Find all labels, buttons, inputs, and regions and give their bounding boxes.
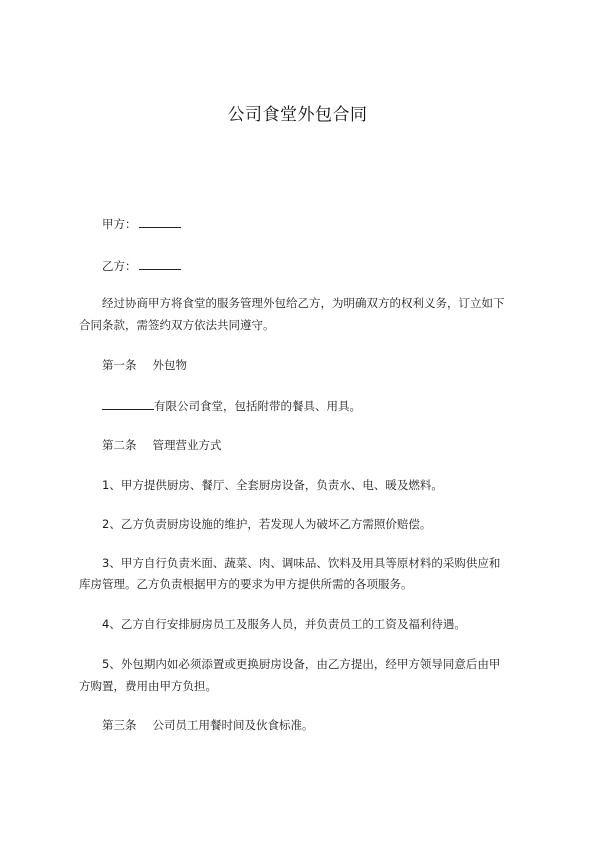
article-2-item-5-line-2: 方购置，费用由甲方负担。 <box>79 679 217 693</box>
article-2-item-1: 1、甲方提供厨房、餐厅、全套厨房设备，负责水、电、暖及燃料。 <box>102 478 443 492</box>
article-1-number: 第一条 <box>102 358 137 372</box>
article-1-text-line <box>102 398 361 414</box>
article-3-heading <box>102 717 314 733</box>
party-a-line <box>102 216 181 232</box>
company-name-blank <box>102 398 154 410</box>
article-1-text: 有限公司食堂，包括附带的餐具、用具。 <box>154 399 361 413</box>
party-b-line <box>102 258 181 274</box>
article-2-title: 管理营业方式 <box>152 438 222 452</box>
article-1-heading <box>102 357 187 373</box>
article-2-number: 第二条 <box>102 438 137 452</box>
intro-paragraph-line-1: 经过协商甲方将食堂的服务管理外包给乙方，为明确双方的权利义务，订立如下 <box>102 296 505 310</box>
article-2-heading <box>102 437 222 453</box>
article-2-item-5-line-1: 5、外包期内如必须添置或更换厨房设备，由乙方提出，经甲方领导同意后由甲 <box>102 657 501 671</box>
party-b-label: 乙方： <box>102 259 137 273</box>
party-a-blank <box>139 216 181 228</box>
article-2-item-4: 4、乙方自行安排厨房员工及服务人员，并负责员工的工资及福利待遇。 <box>102 617 466 631</box>
intro-paragraph-line-2: 合同条款，需签约双方依法共同遵守。 <box>79 318 275 332</box>
article-2-item-3-line-2: 库房管理。乙方负责根据甲方的要求为甲方提供所需的各项服务。 <box>79 577 413 591</box>
document-title: 公司食堂外包合同 <box>227 105 368 125</box>
article-2-item-3-line-1: 3、甲方自行负责米面、蔬菜、肉、调味品、饮料及用具等原材料的采购供应和 <box>102 556 501 570</box>
article-1-title: 外包物 <box>152 358 187 372</box>
article-2-item-2: 2、乙方负责厨房设施的维护，若发现人为破坏乙方需照价赔偿。 <box>102 517 432 531</box>
article-3-title: 公司员工用餐时间及伙食标准。 <box>152 718 314 732</box>
party-b-blank <box>139 258 181 270</box>
party-a-label: 甲方： <box>102 217 137 231</box>
article-3-number: 第三条 <box>102 718 137 732</box>
